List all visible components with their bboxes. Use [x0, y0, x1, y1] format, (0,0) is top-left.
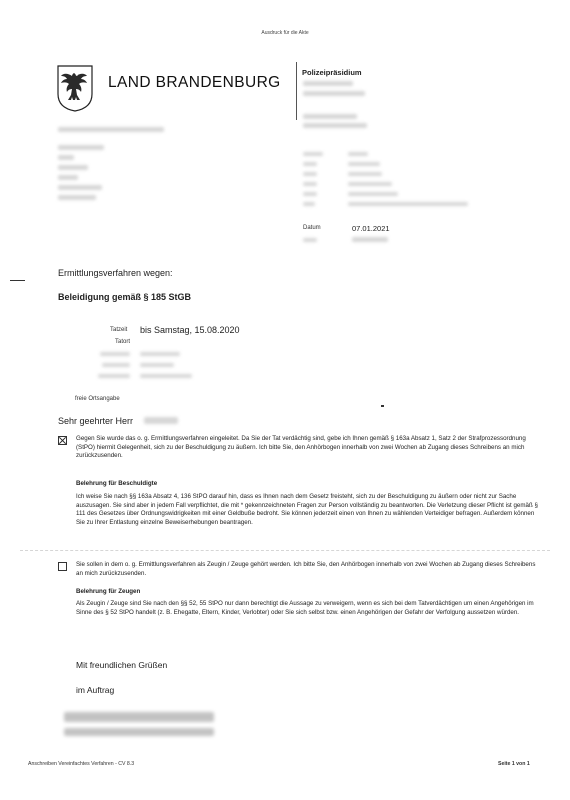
redacted-location-label [98, 374, 130, 378]
redacted-contact-label [303, 182, 317, 186]
accused-checkbox[interactable] [58, 436, 67, 445]
print-note: Ausdruck für die Akte [261, 30, 309, 36]
redacted-contact-value [348, 192, 398, 196]
redacted-location-label [102, 363, 130, 367]
redacted-recipient-name [144, 417, 178, 424]
procedure-intro: Ermittlungsverfahren wegen: [58, 268, 173, 278]
fold-mark [10, 280, 25, 281]
date-label: Datum [303, 225, 321, 231]
redacted-recipient-line-6 [58, 195, 96, 200]
accused-notice-title: Belehrung für Beschuldigte [76, 480, 158, 487]
footer-form-name: Anschreiben Vereinfachtes Verfahren - CV 8.3 [28, 761, 135, 767]
footer-page-number: Seite 1 von 1 [498, 761, 530, 767]
redacted-contact-label [303, 202, 315, 206]
witness-text: Sie sollen in dem o. g. Ermittlungsverfahren als Zeugin / Zeuge gehört werden. Ich bitte Sie, den Anhörbogen innerhalb von zwei Wochen ab Zugang dieses Schreibens an mich zurückzusenden. [76, 561, 536, 577]
redacted-contact-label [303, 172, 317, 176]
redacted-location-label [100, 352, 130, 356]
redacted-signature-line-1 [64, 712, 214, 722]
redacted-contact-value [348, 152, 368, 156]
accused-text: Gegen Sie wurde das o. g. Ermittlungsverfahren eingeleitet. Da Sie der Tat verdächtig sind, gebe ich Ihnen gemäß § 163a Absatz 1, Satz 2 der Strafprozessordnung (StPO) hiermit Gelegenheit, sich zu der Beschuldigung zu äußern. Ich bitte Sie, den Anhörbogen innerhalb von zwei Wochen ab Zugang dieses Schreibens an mich zurückzusenden. [76, 435, 526, 460]
redacted-sender-line [58, 127, 164, 132]
date-value: 07.01.2021 [352, 224, 390, 233]
redacted-location-value [140, 352, 180, 356]
witness-notice-title: Belehrung für Zeugen [76, 588, 141, 595]
redacted-contact-label [303, 152, 323, 156]
redacted-location-value [140, 363, 174, 367]
tatzeit-value: bis Samstag, 15.08.2020 [140, 325, 240, 335]
brandenburg-eagle-logo [56, 64, 94, 112]
redacted-authority-line-2 [303, 91, 365, 96]
offense-title: Beleidigung gemäß § 185 StGB [58, 292, 192, 302]
redacted-contact-value [348, 172, 382, 176]
speck-mark [381, 405, 384, 407]
authority-name: Polizeipräsidium [302, 68, 362, 77]
redacted-recipient-line-5 [58, 185, 102, 190]
redacted-authority-line-1 [303, 81, 353, 86]
letterhead-divider [296, 62, 297, 120]
redacted-reference-value [352, 237, 388, 242]
redacted-address-line-2 [303, 123, 367, 128]
redacted-recipient-line-1 [58, 145, 104, 150]
redacted-signature-line-2 [64, 728, 214, 736]
redacted-reference-label [303, 238, 317, 242]
redacted-contact-value [348, 162, 380, 166]
closing-greeting: Mit freundlichen Grüßen [76, 660, 168, 670]
redacted-location-value [140, 374, 192, 378]
state-name: LAND BRANDENBURG [108, 74, 281, 91]
section-separator [20, 550, 550, 551]
redacted-address-line-1 [303, 114, 357, 119]
witness-notice-text: Als Zeugin / Zeuge sind Sie nach den §§ 52, 55 StPO nur dann berechtigt die Aussage zu verweigern, wenn es sich bei dem Tatverdächtigen um einen Angehörigen im Sinne des § 52 StPO handelt (z. B. Ehegatte, Eltern, Kinder, Verlobter) oder Sie sich selbst bzw. einen Angehörigen der Gefahr der Verfolgung aussetzen würden. [76, 600, 534, 616]
witness-checkbox[interactable] [58, 562, 67, 571]
redacted-contact-label [303, 192, 317, 196]
redacted-recipient-line-2 [58, 155, 74, 160]
accused-notice-text: Ich weise Sie nach §§ 163a Absatz 4, 136 StPO darauf hin, dass es Ihnen nach dem Gesetz freisteht, sich zu der Beschuldigung zu äußern oder nicht zur Sache auszusagen. Sie sind aber in jedem Fall verpflichtet, die mit * gekennzeichneten Fragen zur Person vollständig zu beantworten. Die Verletzung dieser Pflicht ist gemäß § 111 des Gesetzes über Ordnungswidrigkeiten mit einer Geldbuße bedroht. Sie können jederzeit einen von Ihnen zu wählenden Verteidiger befragen. Außerdem können Sie zu Ihrer Entlastung einzelne Beweiserhebungen beantragen. [76, 493, 538, 526]
redacted-contact-value [348, 202, 468, 206]
redacted-recipient-line-3 [58, 165, 88, 170]
redacted-contact-label [303, 162, 317, 166]
closing-on-behalf: im Auftrag [76, 685, 115, 695]
tatzeit-label: Tatzeit [110, 327, 128, 333]
tatort-label: Tatort [115, 339, 131, 345]
redacted-recipient-line-4 [58, 175, 78, 180]
salutation: Sehr geehrter Herr [58, 416, 134, 426]
redacted-contact-value [348, 182, 392, 186]
free-location-label: freie Ortsangabe [75, 396, 120, 402]
